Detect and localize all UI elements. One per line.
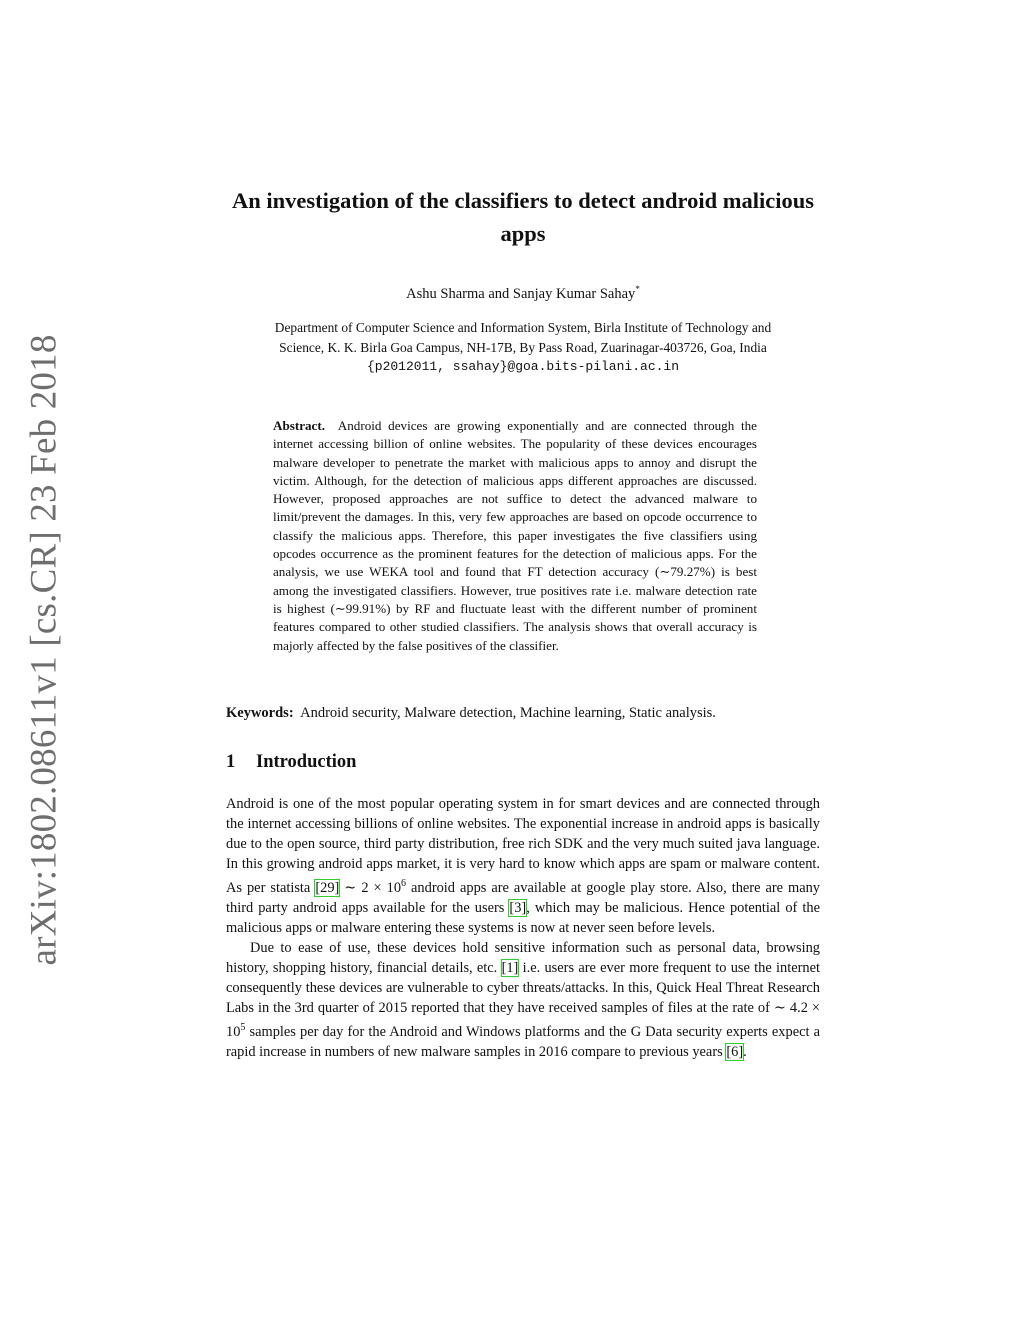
affiliation-line-2: Science, K. K. Birla Goa Campus, NH-17B, By Pass Road, Zuarinagar-403726, Goa, India xyxy=(279,339,767,355)
paragraph-text: ∼ 2 × 10 xyxy=(339,879,402,896)
abstract-text: Android devices are growing exponentially and are connected through the internet accessing billion of online websites. The popularity of these devices encourages malware developer to penetrate the market with malicious apps to annoy and disrupt the victim. Although, for the detection of malicious apps different approaches are discussed. However, proposed approaches are not suffice to detect the advanced malware to limit/prevent the damages. In this, very few approaches are based on opcode occurrence to classify the malicious apps. Therefore, this paper investigates the five classifiers using opcodes occurrence as the prominent features for the detection of malicious apps. For the analysis, we use WEKA tool and found that FT detection accuracy (∼79.27%) is best among the investigated classifiers. However, true positives rate i.e. malware detection rate is highest (∼99.91%) by RF and fluctuate least with the different number of prominent features compared to other studied classifiers. The analysis shows that overall accuracy is majorly affected by the false positives of the classifier. xyxy=(273,418,757,653)
abstract-label: Abstract. xyxy=(273,418,325,433)
arxiv-sidebar xyxy=(23,334,65,966)
keywords-label: Keywords: xyxy=(226,705,294,721)
citation-link[interactable]: [29] xyxy=(315,879,340,896)
paragraph-text: . xyxy=(743,1043,747,1060)
section-title: Introduction xyxy=(256,752,357,772)
affiliation xyxy=(226,318,820,377)
paper-title: An investigation of the classifiers to detect android malicious apps xyxy=(231,188,815,246)
citation-link[interactable]: [6] xyxy=(726,1043,744,1060)
author-footnote-mark: * xyxy=(635,284,640,294)
citation-link[interactable]: [1] xyxy=(501,959,519,976)
author-line xyxy=(226,284,820,303)
arxiv-identifier: arXiv:1802.08611v1 [cs.CR] 23 Feb 2018 xyxy=(23,334,65,966)
keywords xyxy=(226,705,820,722)
author-names: Ashu Sharma and Sanjay Kumar Sahay xyxy=(406,285,636,302)
section-heading xyxy=(226,752,356,773)
paragraph-text: android apps are available at google play store. Also, there are many third party android apps available for the users xyxy=(226,879,820,916)
paragraph-text: , which may be malicious. Hence potential of the malicious apps or malware entering these systems is now at never seen before levels. xyxy=(226,899,820,936)
abstract xyxy=(273,417,757,655)
paragraph xyxy=(226,794,820,938)
paragraph-text: i.e. users are ever more frequent to use the internet consequently these devices are vulnerable to cyber threats/attacks. In this, Quick Heal Threat Research Labs in the 3rd quarter of 2015 reported that they have received samples of files at the rate of ∼ 4.2 × 10 xyxy=(226,959,820,1040)
section-number: 1 xyxy=(226,752,236,772)
keywords-text: Android security, Malware detection, Machine learning, Static analysis. xyxy=(300,705,716,721)
paragraph-text: Due to ease of use, these devices hold sensitive information such as personal data, browsing history, shopping history, financial details, etc. xyxy=(226,939,820,976)
paragraph xyxy=(226,938,820,1062)
superscript: 5 xyxy=(240,1021,246,1033)
superscript: 6 xyxy=(401,878,407,889)
citation-link[interactable]: [3] xyxy=(509,899,527,916)
paragraph-text: Android is one of the most popular operating system in for smart devices and are connected through the internet accessing billions of online websites. The exponential increase in android apps is basically due to the open source, third party distribution, free rich SDK and the very much suited java language. In this growing android apps market, it is very hard to know which apps are spam or malware content. As per statista xyxy=(226,796,820,896)
author-emails: {p2012011, ssahay}@goa.bits-pilani.ac.in xyxy=(366,359,680,374)
paragraph-text: samples per day for the Android and Windows platforms and the G Data security experts expect a rapid increase in numbers of new malware samples in 2016 compare to previous years xyxy=(226,1023,820,1060)
affiliation-line-1: Department of Computer Science and Information System, Birla Institute of Technology and xyxy=(274,320,772,335)
introduction-body xyxy=(226,794,820,1062)
